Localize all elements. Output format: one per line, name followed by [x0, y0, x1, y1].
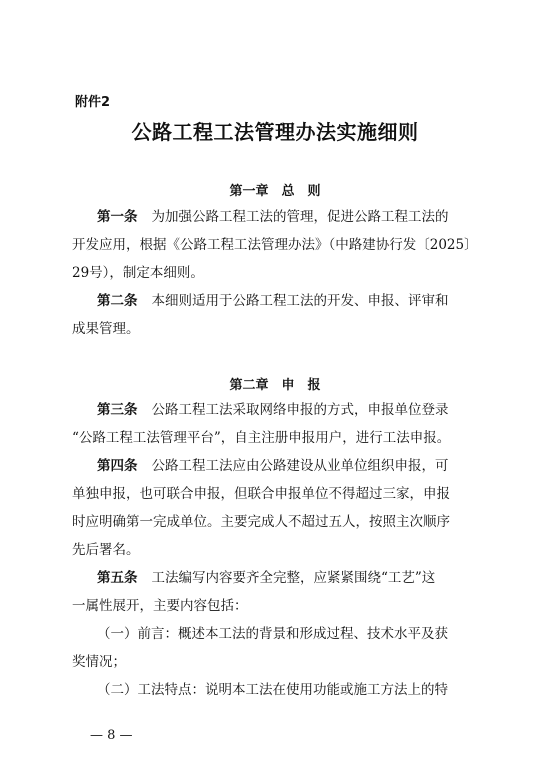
chapter-heading-2: 第二章 申 报: [229, 378, 321, 393]
item-1-line-1: （一）前言：概述本工法的背景和形成过程、技术水平及获: [97, 626, 448, 642]
article-label: 第二条: [97, 293, 138, 309]
article-text: 公路工程工法采取网络申报的方式，申报单位登录: [151, 402, 449, 418]
article-label: 第一条: [97, 209, 138, 225]
item-2-line-1: （二）工法特点：说明本工法在使用功能或施工方法上的特: [97, 682, 448, 698]
chapter-heading-1: 第一章 总 则: [229, 184, 321, 199]
article-label: 第五条: [97, 570, 138, 586]
article-3-line-1: [97, 400, 482, 420]
article-4-line-1: [97, 456, 482, 476]
article-1-line-1: [97, 207, 482, 227]
article-5-line-1: [97, 568, 482, 588]
article-label: 第四条: [97, 458, 138, 474]
article-text: 公路工程工法应由公路建设从业单位组织申报，可: [151, 458, 449, 474]
article-2-line-2: 成果管理。: [72, 321, 140, 337]
article-1-line-2: 开发应用，根据《公路工程工法管理办法》（中路建协行发〔2025〕: [72, 237, 478, 253]
article-3-line-2: “公路工程工法管理平台”，自主注册申报用户，进行工法申报。: [72, 430, 451, 446]
article-1-line-3: 29号），制定本细则。: [72, 265, 204, 281]
page-number: — 8 —: [90, 728, 133, 743]
article-2-line-1: [97, 291, 482, 311]
article-text: 为加强公路工程工法的管理，促进公路工程工法的: [151, 209, 449, 225]
document-title: 公路工程工法管理办法实施细则: [131, 120, 419, 144]
article-text: 本细则适用于公路工程工法的开发、申报、评审和: [151, 293, 449, 309]
article-4-line-3: 时应明确第一完成单位。主要完成人不超过五人，按照主次顺序: [72, 514, 450, 530]
attachment-label: 附件2: [75, 95, 111, 110]
article-4-line-2: 单独申报，也可联合申报，但联合申报单位不得超过三家，申报: [72, 486, 450, 502]
article-5-line-2: 一属性展开，主要内容包括：: [72, 598, 248, 614]
article-text: 工法编写内容要齐全完整，应紧紧围绕“工艺”这: [151, 570, 436, 586]
article-4-line-4: 先后署名。: [72, 542, 140, 558]
item-1-line-2: 奖情况；: [72, 654, 126, 670]
article-label: 第三条: [97, 402, 138, 418]
